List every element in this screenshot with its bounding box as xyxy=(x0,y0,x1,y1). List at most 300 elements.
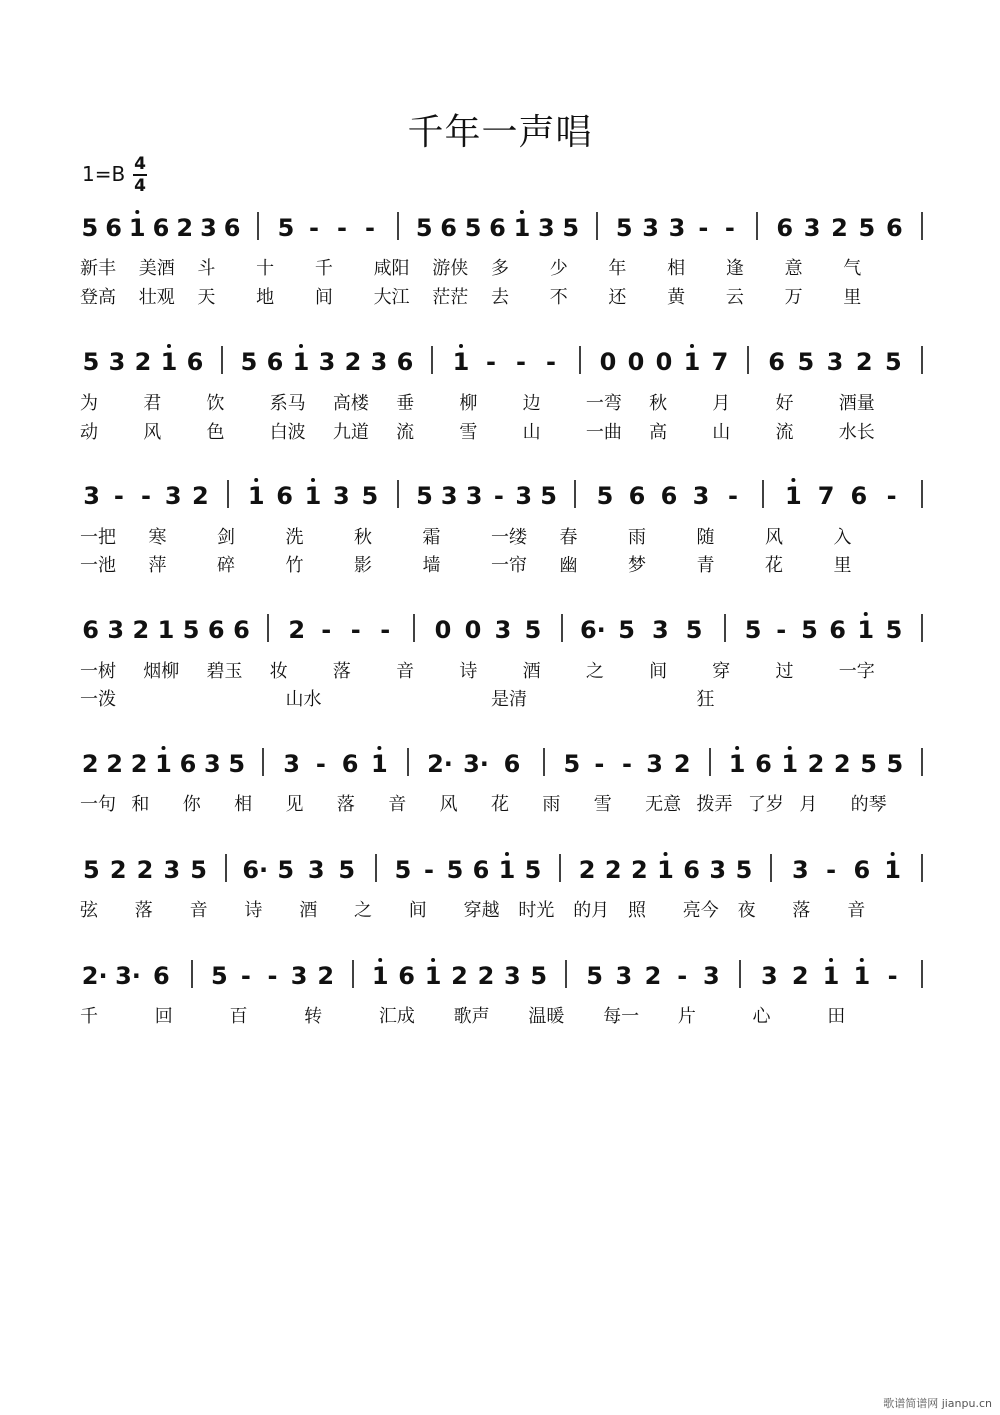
lyric-1-1-6: 雪 xyxy=(459,422,478,443)
note-6-2-4: 2 xyxy=(477,962,495,990)
note-5-4-0: 3 xyxy=(792,856,809,884)
lyric-2-1-2: 碎 xyxy=(217,555,235,576)
note-4-0-1: 2 xyxy=(106,750,123,778)
lyric-1-1-5: 流 xyxy=(396,422,415,443)
lyric-0-0-2: 斗 xyxy=(197,258,216,279)
lyric-0-0-1: 美酒 xyxy=(138,258,175,279)
note-6-4-2: 1 xyxy=(822,962,840,990)
lyric-0-1-9: 还 xyxy=(608,287,627,308)
lyric-3-0-2: 碧玉 xyxy=(206,661,243,682)
note-5-3-2: 2 xyxy=(631,856,648,884)
octave-dot xyxy=(860,958,864,962)
note-4-0-3: 1 xyxy=(155,750,172,778)
note-4-4-0: 1 xyxy=(728,750,746,778)
note-0-4-1: 3 xyxy=(803,214,821,242)
lyric-0-1-13: 里 xyxy=(843,287,862,308)
note-0-3-1: 3 xyxy=(642,214,659,242)
note-2-2-3: - xyxy=(493,482,504,510)
lyric-1-1-2: 色 xyxy=(206,422,225,443)
note-6-1-4: 2 xyxy=(317,962,335,990)
note-6-4-1: 2 xyxy=(791,962,809,990)
lyric-1-0-7: 边 xyxy=(522,393,541,414)
octave-dot xyxy=(791,478,795,482)
lyric-6-0-1: 回 xyxy=(154,1006,173,1027)
note-4-4-3: 2 xyxy=(807,750,825,778)
lyric-2-1-6: 一帘 xyxy=(491,555,527,576)
note-4-0-0: 2 xyxy=(81,750,99,778)
note-5-0-2: 2 xyxy=(136,856,154,884)
lyric-2-0-4: 秋 xyxy=(354,527,372,548)
note-1-3-2: 0 xyxy=(655,348,673,376)
lyric-2-0-11: 入 xyxy=(833,527,852,548)
lyric-3-0-1: 烟柳 xyxy=(143,661,180,682)
lyric-0-1-0: 登高 xyxy=(80,287,116,308)
lyric-4-0-0: 一句 xyxy=(80,794,116,815)
lyric-1-1-7: 山 xyxy=(522,422,541,443)
lyric-1-1-9: 高 xyxy=(649,422,668,443)
lyric-5-0-6: 间 xyxy=(408,900,427,921)
lyric-4-0-5: 落 xyxy=(336,794,355,815)
note-1-2-2: - xyxy=(516,348,526,376)
note-6-2-2: 1 xyxy=(424,962,442,990)
lyric-5-0-0: 弦 xyxy=(80,900,98,921)
octave-dot xyxy=(162,746,166,750)
note-6-3-1: 3 xyxy=(615,962,633,990)
lyric-1-0-11: 好 xyxy=(775,393,794,414)
note-2-2-0: 5 xyxy=(416,482,433,510)
note-0-0-3: 6 xyxy=(152,214,170,242)
note-6-2-3: 2 xyxy=(451,962,468,990)
note-4-1-3: 1 xyxy=(371,750,388,778)
lyric-1-0-0: 为 xyxy=(80,393,98,414)
lyric-5-0-11: 亮今 xyxy=(682,900,719,921)
lyric-6-0-7: 每一 xyxy=(603,1006,640,1027)
lyric-2-0-1: 寒 xyxy=(148,527,167,548)
lyric-3-1-2: 是清 xyxy=(491,689,527,710)
lyric-1-1-12: 水长 xyxy=(838,422,875,443)
lyric-1-1-1: 风 xyxy=(143,422,162,443)
note-2-0-4: 2 xyxy=(192,482,209,510)
lyric-5-0-9: 的月 xyxy=(573,900,610,921)
lyric-0-1-12: 万 xyxy=(784,287,803,308)
time-signature-bottom: 4 xyxy=(134,176,146,196)
note-1-1-3: 3 xyxy=(318,348,336,376)
lyric-0-0-3: 十 xyxy=(256,258,275,279)
lyric-2-1-11: 里 xyxy=(833,555,852,576)
note-4-1-0: 3 xyxy=(283,750,300,778)
lyric-4-0-14: 月 xyxy=(799,794,818,815)
note-1-3-4: 7 xyxy=(711,348,729,376)
note-2-2-5: 5 xyxy=(540,482,557,510)
note-6-4-3: 1 xyxy=(853,962,871,990)
octave-dot xyxy=(520,210,524,214)
lyric-2-1-1: 萍 xyxy=(148,555,167,576)
lyric-3-1-1: 山水 xyxy=(285,689,322,710)
note-0-2-2: 5 xyxy=(464,214,482,242)
note-4-0-5: 3 xyxy=(204,750,221,778)
lyric-1-1-11: 流 xyxy=(775,422,794,443)
lyric-2-0-9: 随 xyxy=(696,527,715,548)
note-5-3-6: 5 xyxy=(735,856,753,884)
note-1-4-0: 6 xyxy=(768,348,785,376)
note-2-1-4: 5 xyxy=(361,482,379,510)
note-6-4-4: - xyxy=(887,962,898,990)
note-6-1-0: 5 xyxy=(210,962,228,990)
note-1-1-5: 3 xyxy=(370,348,388,376)
octave-dot xyxy=(311,478,315,482)
lyric-3-0-12: 一字 xyxy=(838,661,875,682)
note-1-2-0: 1 xyxy=(452,348,470,376)
note-1-4-2: 3 xyxy=(826,348,844,376)
note-5-0-4: 5 xyxy=(190,856,207,884)
octave-dot xyxy=(377,746,381,750)
note-5-2-0: 5 xyxy=(394,856,412,884)
note-2-0-2: - xyxy=(141,482,151,510)
note-3-0-2: 2 xyxy=(132,616,150,644)
note-6-1-1: - xyxy=(240,962,251,990)
note-0-2-5: 3 xyxy=(538,214,555,242)
lyric-2-1-4: 影 xyxy=(354,555,372,576)
note-5-1-2: 3 xyxy=(307,856,325,884)
lyric-2-0-0: 一把 xyxy=(80,527,116,548)
note-0-2-6: 5 xyxy=(562,214,580,242)
lyric-3-1-0: 一泼 xyxy=(80,689,116,710)
lyric-0-1-10: 黄 xyxy=(667,287,686,308)
note-2-0-1: - xyxy=(113,482,124,510)
lyric-1-0-12: 酒量 xyxy=(838,393,875,414)
time-signature-top: 4 xyxy=(134,154,146,174)
lyric-5-0-4: 酒 xyxy=(299,900,318,921)
lyric-2-1-8: 梦 xyxy=(628,555,646,576)
octave-dot xyxy=(431,958,435,962)
note-0-1-1: - xyxy=(309,214,319,242)
note-0-1-0: 5 xyxy=(277,214,295,242)
note-1-3-1: 0 xyxy=(627,348,645,376)
octave-dot xyxy=(459,344,463,348)
lyric-3-0-0: 一树 xyxy=(80,661,116,682)
note-2-4-1: 7 xyxy=(817,482,835,510)
note-4-4-4: 2 xyxy=(833,750,851,778)
note-3-4-2: 5 xyxy=(801,616,818,644)
note-1-4-4: 5 xyxy=(885,348,902,376)
lyric-3-1-3: 狂 xyxy=(696,689,715,710)
note-6-2-6: 5 xyxy=(530,962,548,990)
note-5-4-1: - xyxy=(826,856,837,884)
lyric-1-0-4: 高楼 xyxy=(332,393,369,414)
lyric-6-0-8: 片 xyxy=(677,1006,696,1027)
octave-dot xyxy=(299,344,303,348)
note-1-4-3: 2 xyxy=(855,348,873,376)
lyric-3-0-10: 穿 xyxy=(712,661,731,682)
note-5-1-3: 5 xyxy=(338,856,356,884)
lyric-5-0-10: 照 xyxy=(628,900,646,921)
note-0-4-3: 5 xyxy=(858,214,876,242)
note-2-0-3: 3 xyxy=(164,482,182,510)
note-5-0-1: 2 xyxy=(109,856,127,884)
watermark: 歌谱简谱网 jianpu.cn xyxy=(883,1397,992,1410)
note-3-1-1: - xyxy=(321,616,332,644)
lyric-6-0-3: 转 xyxy=(304,1006,323,1027)
note-4-2-2: 6 xyxy=(503,750,521,778)
note-3-4-0: 5 xyxy=(744,616,762,644)
note-4-1-1: - xyxy=(315,750,326,778)
note-6-3-0: 5 xyxy=(586,962,603,990)
note-4-3-1: - xyxy=(594,750,605,778)
lyric-0-0-0: 新丰 xyxy=(80,258,116,279)
note-5-0-0: 5 xyxy=(83,856,100,884)
note-2-2-4: 3 xyxy=(515,482,533,510)
note-3-2-2: 3 xyxy=(494,616,512,644)
lyric-4-0-15: 的琴 xyxy=(850,794,887,815)
lyric-0-0-4: 千 xyxy=(314,258,333,279)
note-3-1-2: - xyxy=(350,616,361,644)
octave-dot xyxy=(378,958,382,962)
note-5-2-1: - xyxy=(424,856,434,884)
octave-dot xyxy=(254,478,258,482)
note-3-3-2: 3 xyxy=(652,616,669,644)
lyric-4-0-12: 拨弄 xyxy=(696,794,733,815)
note-4-0-2: 2 xyxy=(130,750,148,778)
lyric-3-0-7: 酒 xyxy=(522,661,541,682)
note-0-4-4: 6 xyxy=(885,214,903,242)
lyric-4-0-4: 见 xyxy=(285,794,304,815)
note-3-2-1: 0 xyxy=(464,616,482,644)
lyric-2-1-3: 竹 xyxy=(285,555,304,576)
lyric-1-1-0: 动 xyxy=(80,422,98,443)
note-5-0-3: 3 xyxy=(163,856,181,884)
note-1-0-0: 5 xyxy=(82,348,100,376)
lyric-4-0-2: 你 xyxy=(182,794,201,815)
lyric-0-0-5: 咸阳 xyxy=(373,258,410,279)
note-2-3-2: 6 xyxy=(660,482,678,510)
note-0-3-0: 5 xyxy=(615,214,633,242)
note-6-3-4: 3 xyxy=(703,962,720,990)
note-1-0-2: 2 xyxy=(134,348,152,376)
lyric-0-0-8: 少 xyxy=(549,258,568,279)
note-6-2-5: 3 xyxy=(504,962,521,990)
lyric-1-0-8: 一弯 xyxy=(585,393,622,414)
note-6-2-0: 1 xyxy=(371,962,389,990)
note-1-1-2: 1 xyxy=(292,348,310,376)
note-3-1-3: - xyxy=(380,616,391,644)
note-3-0-1: 3 xyxy=(107,616,125,644)
lyric-4-0-8: 花 xyxy=(491,794,509,815)
lyric-5-0-5: 之 xyxy=(354,900,372,921)
lyric-2-1-0: 一池 xyxy=(80,555,116,576)
lyric-5-0-2: 音 xyxy=(189,900,208,921)
lyric-0-1-4: 间 xyxy=(314,287,333,308)
lyric-0-1-7: 去 xyxy=(491,287,509,308)
note-5-1-1: 5 xyxy=(277,856,295,884)
note-1-1-4: 2 xyxy=(344,348,362,376)
lyric-0-1-8: 不 xyxy=(549,287,568,308)
note-6-3-2: 2 xyxy=(644,962,662,990)
lyric-2-1-10: 花 xyxy=(765,555,783,576)
note-6-0-0: 2· xyxy=(81,962,108,990)
note-1-3-3: 1 xyxy=(683,348,701,376)
note-6-2-1: 6 xyxy=(398,962,415,990)
note-4-1-2: 6 xyxy=(341,750,359,778)
note-4-3-2: - xyxy=(622,750,632,778)
note-0-3-3: - xyxy=(698,214,709,242)
note-2-4-3: - xyxy=(886,482,897,510)
note-1-1-0: 5 xyxy=(240,348,258,376)
note-5-2-3: 6 xyxy=(472,856,490,884)
note-5-2-2: 5 xyxy=(446,856,464,884)
note-2-3-0: 5 xyxy=(596,482,614,510)
lyric-0-0-9: 年 xyxy=(608,258,627,279)
lyric-1-1-8: 一曲 xyxy=(585,422,622,443)
lyric-2-1-7: 幽 xyxy=(559,555,578,576)
lyric-3-0-6: 诗 xyxy=(459,661,478,682)
lyric-3-0-9: 间 xyxy=(649,661,668,682)
lyric-2-0-8: 雨 xyxy=(628,527,646,548)
note-4-0-6: 5 xyxy=(228,750,246,778)
lyric-1-0-1: 君 xyxy=(143,393,162,414)
note-3-0-5: 6 xyxy=(207,616,225,644)
lyric-0-0-10: 相 xyxy=(667,258,686,279)
lyric-2-0-6: 一缕 xyxy=(491,527,527,548)
note-4-3-3: 3 xyxy=(646,750,663,778)
note-6-0-1: 3· xyxy=(115,962,141,990)
lyric-6-0-4: 汇成 xyxy=(378,1006,415,1027)
note-2-1-0: 1 xyxy=(247,482,265,510)
lyric-2-1-9: 青 xyxy=(696,555,715,576)
note-1-0-1: 3 xyxy=(108,348,126,376)
note-3-0-3: 1 xyxy=(157,616,175,644)
note-6-3-3: - xyxy=(677,962,688,990)
lyric-1-1-10: 山 xyxy=(712,422,731,443)
note-1-4-1: 5 xyxy=(797,348,815,376)
lyric-5-0-14: 音 xyxy=(847,900,866,921)
lyric-2-0-10: 风 xyxy=(765,527,783,548)
lyric-5-0-13: 落 xyxy=(792,900,811,921)
lyric-4-0-6: 音 xyxy=(388,794,407,815)
note-0-1-3: - xyxy=(365,214,375,242)
note-4-0-4: 6 xyxy=(179,750,197,778)
note-0-1-2: - xyxy=(337,214,347,242)
note-2-4-0: 1 xyxy=(785,482,802,510)
lyric-4-0-13: 了岁 xyxy=(747,794,784,815)
lyric-0-0-6: 游侠 xyxy=(432,258,469,279)
note-0-2-4: 1 xyxy=(513,214,531,242)
note-4-4-1: 6 xyxy=(755,750,772,778)
note-1-0-4: 6 xyxy=(186,348,204,376)
lyric-2-0-2: 剑 xyxy=(217,527,235,548)
lyric-5-0-3: 诗 xyxy=(244,900,263,921)
lyric-0-1-3: 地 xyxy=(256,287,275,308)
note-6-4-0: 3 xyxy=(761,962,778,990)
lyric-5-0-1: 落 xyxy=(134,900,153,921)
lyric-6-0-2: 百 xyxy=(229,1006,248,1027)
note-1-2-3: - xyxy=(546,348,556,376)
octave-dot xyxy=(167,344,171,348)
lyric-6-0-10: 田 xyxy=(827,1006,846,1027)
lyric-0-0-11: 逢 xyxy=(725,258,744,279)
octave-dot xyxy=(664,852,668,856)
note-6-0-2: 6 xyxy=(152,962,170,990)
note-4-4-5: 5 xyxy=(860,750,877,778)
note-0-0-4: 2 xyxy=(176,214,194,242)
octave-dot xyxy=(735,746,739,750)
note-2-4-2: 6 xyxy=(850,482,868,510)
lyric-0-1-2: 天 xyxy=(197,287,216,308)
note-5-2-4: 1 xyxy=(498,856,516,884)
lyric-1-0-9: 秋 xyxy=(649,393,668,414)
note-0-0-1: 6 xyxy=(105,214,122,242)
lyric-6-0-6: 温暖 xyxy=(528,1006,565,1027)
note-0-4-0: 6 xyxy=(776,214,794,242)
lyric-0-1-11: 云 xyxy=(725,287,744,308)
song-title: 千年一声唱 xyxy=(407,112,593,153)
lyric-3-0-11: 过 xyxy=(775,661,794,682)
lyric-2-0-7: 春 xyxy=(559,527,578,548)
lyric-1-0-6: 柳 xyxy=(459,393,478,414)
note-3-0-6: 6 xyxy=(233,616,250,644)
note-2-1-2: 1 xyxy=(304,482,322,510)
note-3-3-3: 5 xyxy=(685,616,703,644)
note-3-4-4: 1 xyxy=(857,616,875,644)
lyric-4-0-7: 风 xyxy=(439,794,458,815)
note-4-3-0: 5 xyxy=(563,750,581,778)
note-3-4-1: - xyxy=(776,616,787,644)
note-5-2-5: 5 xyxy=(524,856,542,884)
note-5-1-0: 6· xyxy=(242,856,269,884)
note-5-3-0: 2 xyxy=(578,856,596,884)
octave-dot xyxy=(891,852,895,856)
lyric-4-0-3: 相 xyxy=(234,794,253,815)
lyric-4-0-1: 和 xyxy=(131,794,150,815)
note-4-2-1: 3· xyxy=(463,750,489,778)
note-6-1-2: - xyxy=(267,962,278,990)
note-0-2-0: 5 xyxy=(415,214,433,242)
note-1-2-1: - xyxy=(486,348,496,376)
note-3-0-4: 5 xyxy=(182,616,200,644)
lyric-0-0-12: 意 xyxy=(784,258,803,279)
lyric-1-0-3: 系马 xyxy=(269,393,306,414)
note-3-2-3: 5 xyxy=(524,616,542,644)
note-3-3-0: 6· xyxy=(579,616,606,644)
lyric-0-0-7: 多 xyxy=(491,258,509,279)
octave-dot xyxy=(135,210,139,214)
note-0-0-6: 6 xyxy=(223,214,241,242)
lyric-0-1-1: 壮观 xyxy=(138,287,175,308)
note-4-2-0: 2· xyxy=(427,750,453,778)
lyric-1-0-10: 月 xyxy=(712,393,731,414)
note-3-2-0: 0 xyxy=(434,616,452,644)
lyric-2-0-5: 霜 xyxy=(422,527,441,548)
lyric-4-0-11: 无意 xyxy=(645,794,682,815)
note-4-4-2: 1 xyxy=(781,750,799,778)
note-0-2-3: 6 xyxy=(489,214,506,242)
note-3-1-0: 2 xyxy=(288,616,306,644)
lyric-2-1-5: 墙 xyxy=(422,555,441,576)
octave-dot xyxy=(864,612,868,616)
lyric-4-0-10: 雪 xyxy=(593,794,612,815)
note-1-1-6: 6 xyxy=(396,348,414,376)
octave-dot xyxy=(829,958,833,962)
note-0-3-4: - xyxy=(724,214,735,242)
note-3-0-0: 6 xyxy=(82,616,99,644)
note-2-1-3: 3 xyxy=(333,482,350,510)
note-0-4-2: 2 xyxy=(831,214,848,242)
note-3-3-1: 5 xyxy=(618,616,635,644)
note-1-0-3: 1 xyxy=(160,348,178,376)
lyric-3-0-4: 落 xyxy=(332,661,351,682)
lyric-0-1-5: 大江 xyxy=(373,287,410,308)
note-5-3-1: 2 xyxy=(604,856,622,884)
lyric-1-1-4: 九道 xyxy=(332,422,369,443)
